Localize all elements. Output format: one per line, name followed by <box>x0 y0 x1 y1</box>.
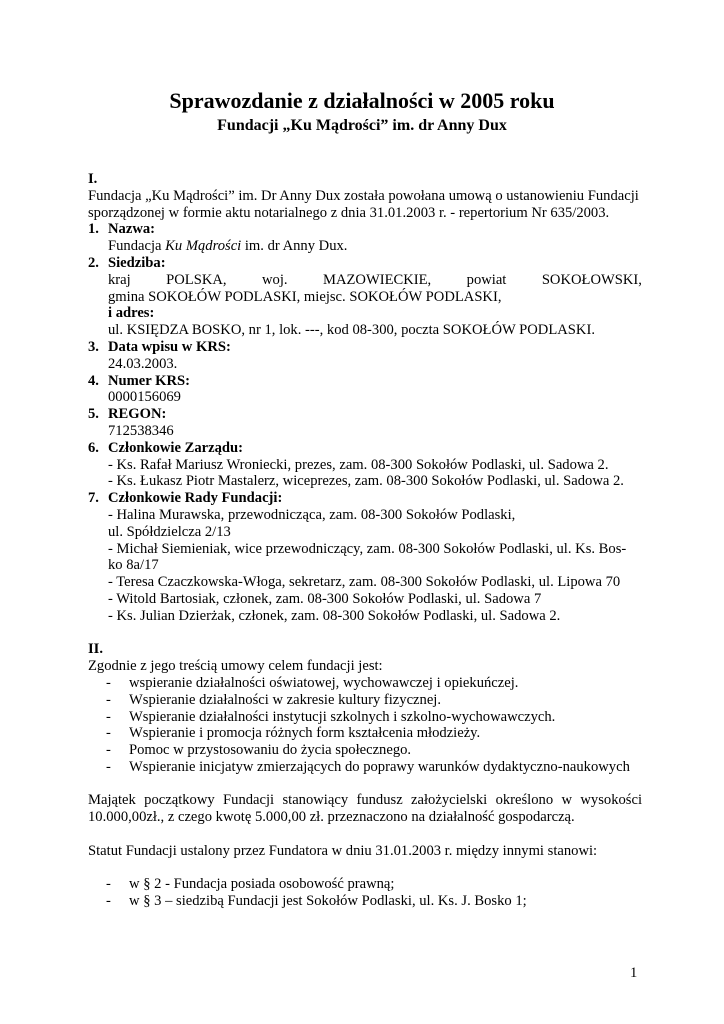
item-numer-krs-heading <box>88 373 642 390</box>
bullet-dash: - <box>106 742 111 759</box>
item-label: Siedziba: <box>108 254 166 271</box>
rada-line: - Halina Murawska, przewodnicząca, zam. 08-300 Sokołów Podlaski, <box>108 506 516 523</box>
document-subtitle: Fundacji „Ku Mądrości” im. dr Anny Dux <box>217 117 507 134</box>
bullet-dash: - <box>106 758 111 775</box>
item-number: 6. <box>88 439 99 456</box>
item-number: 5. <box>88 406 99 423</box>
data-wpisu-value: 24.03.2003. <box>108 355 178 372</box>
goal-text: wspieranie działalności oświatowej, wychowawczej i opiekuńczej. <box>129 674 519 691</box>
statute-text: w § 2 - Fundacja posiada osobowość prawną; <box>129 876 395 893</box>
rada-line: - Ks. Julian Dzierżak, członek, zam. 08-300 Sokołów Podlaski, ul. Sadowa 2. <box>108 607 561 624</box>
goal-text: Wspieranie i promocja różnych form kształcenia młodzieży. <box>129 725 481 742</box>
rada-line: - Witold Bartosiak, członek, zam. 08-300 Sokołów Podlaski, ul. Sadowa 7 <box>108 590 542 607</box>
section-1-heading: I. <box>88 171 98 187</box>
siedziba-line-1 <box>88 272 642 289</box>
assets-line-2: 10.000,00zł., z czego kwotę 5.000,00 zł. przeznaczono na działalność gospodarczą. <box>88 809 575 826</box>
item-number: 7. <box>88 490 99 507</box>
statute-item <box>88 876 642 893</box>
spacer <box>88 625 642 642</box>
item-label: Nazwa: <box>108 221 156 238</box>
item-data-wpisu-heading <box>88 339 642 356</box>
goal-item <box>88 742 642 759</box>
bullet-dash: - <box>106 893 111 910</box>
item-label: Data wpisu w KRS: <box>108 338 231 355</box>
zarzad-member: - Ks. Łukasz Piotr Mastalerz, wiceprezes, zam. 08-300 Sokołów Podlaski, ul. Sadowa 2. <box>108 473 624 490</box>
siedziba-word: kraj <box>108 271 131 288</box>
section-2-heading: II. <box>88 641 104 658</box>
bullet-dash: - <box>106 725 111 742</box>
goal-text: Wspieranie inicjatyw zmierzających do poprawy warunków dydaktyczno-naukowych <box>129 758 630 775</box>
item-rada-heading <box>88 490 642 507</box>
siedziba-word: MAZOWIECKIE, <box>322 271 432 288</box>
rada-line: - Teresa Czaczkowska-Włoga, sekretarz, zam. 08-300 Sokołów Podlaski, ul. Lipowa 70 <box>108 574 621 591</box>
section-1-intro-line-1: Fundacja „Ku Mądrości” im. Dr Anny Dux została powołana umową o ustanowieniu Fundacji <box>88 187 639 204</box>
statute-text: w § 3 – siedzibą Fundacji jest Sokołów Podlaski, ul. Ks. J. Bosko 1; <box>129 893 527 910</box>
rada-line: ul. Spółdzielcza 2/13 <box>108 523 231 540</box>
goal-item <box>88 675 642 692</box>
item-number: 1. <box>88 221 99 238</box>
regon-value: 712538346 <box>108 422 174 439</box>
statute-item <box>88 893 642 910</box>
goal-item <box>88 759 642 776</box>
item-nazwa-value <box>88 238 642 255</box>
item-label: Członkowie Zarządu: <box>108 439 243 456</box>
item-label: Numer KRS: <box>108 372 191 389</box>
section-2-intro: Zgodnie z jego treścią umowy celem fundacji jest: <box>88 658 383 675</box>
page-number: 1 <box>630 965 638 981</box>
goal-item <box>88 725 642 742</box>
item-number: 3. <box>88 338 99 355</box>
item-siedziba-heading <box>88 255 642 272</box>
nazwa-prefix: Fundacja <box>108 238 166 255</box>
document-title: Sprawozdanie z działalności w 2005 roku <box>169 88 555 113</box>
siedziba-word: SOKOŁOWSKI, <box>541 271 642 288</box>
assets-line-1: Majątek początkowy Fundacji stanowiący fundusz założycielski określono w wysokości <box>88 792 642 809</box>
item-label: REGON: <box>108 406 167 423</box>
zarzad-member: - Ks. Rafał Mariusz Wroniecki, prezes, zam. 08-300 Sokołów Podlaski, ul. Sadowa 2. <box>108 456 609 473</box>
document-body <box>88 171 642 910</box>
goal-text: Wspieranie działalności w zakresie kultury fizycznej. <box>129 691 442 708</box>
siedziba-line-2: gmina SOKOŁÓW PODLASKI, miejsc. SOKOŁÓW PODLASKI, <box>108 288 502 305</box>
rada-line: - Michał Siemieniak, wice przewodniczący, zam. 08-300 Sokołów Podlaski, ul. Ks. Bos- <box>108 540 627 557</box>
rada-line: ko 8a/17 <box>108 557 159 574</box>
goal-item <box>88 709 642 726</box>
statute-intro: Statut Fundacji ustalony przez Fundatora w dniu 31.01.2003 r. między innymi stanowi: <box>88 842 598 859</box>
siedziba-word: powiat <box>466 271 507 288</box>
spacer <box>88 776 642 793</box>
item-number: 2. <box>88 254 99 271</box>
spacer <box>88 860 642 877</box>
numer-krs-value: 0000156069 <box>108 389 181 406</box>
siedziba-address-label: i adres: <box>108 305 155 322</box>
goal-text: Wspieranie działalności instytucji szkolnych i szkolno-wychowawczych. <box>129 708 556 725</box>
goal-text: Pomoc w przystosowaniu do życia społecznego. <box>129 742 412 759</box>
item-zarzad-heading <box>88 440 642 457</box>
item-label: Członkowie Rady Fundacji: <box>108 490 283 507</box>
siedziba-word: POLSKA, <box>166 271 227 288</box>
bullet-dash: - <box>106 876 111 893</box>
section-1-intro-line-2: sporządzonej w formie aktu notarialnego z dnia 31.01.2003 r. - repertorium Nr 635/2003. <box>88 204 610 221</box>
siedziba-word: woj. <box>262 271 288 288</box>
nazwa-suffix: im. dr Anny Dux. <box>241 238 348 255</box>
item-regon-heading <box>88 406 642 423</box>
item-number: 4. <box>88 372 99 389</box>
goal-item <box>88 692 642 709</box>
item-nazwa-heading <box>88 221 642 238</box>
nazwa-italic: Ku Mądrości <box>165 238 242 255</box>
bullet-dash: - <box>106 691 111 708</box>
bullet-dash: - <box>106 708 111 725</box>
spacer <box>88 826 642 843</box>
bullet-dash: - <box>106 674 111 691</box>
siedziba-address: ul. KSIĘDZA BOSKO, nr 1, lok. ---, kod 08-300, poczta SOKOŁÓW PODLASKI. <box>108 322 595 339</box>
